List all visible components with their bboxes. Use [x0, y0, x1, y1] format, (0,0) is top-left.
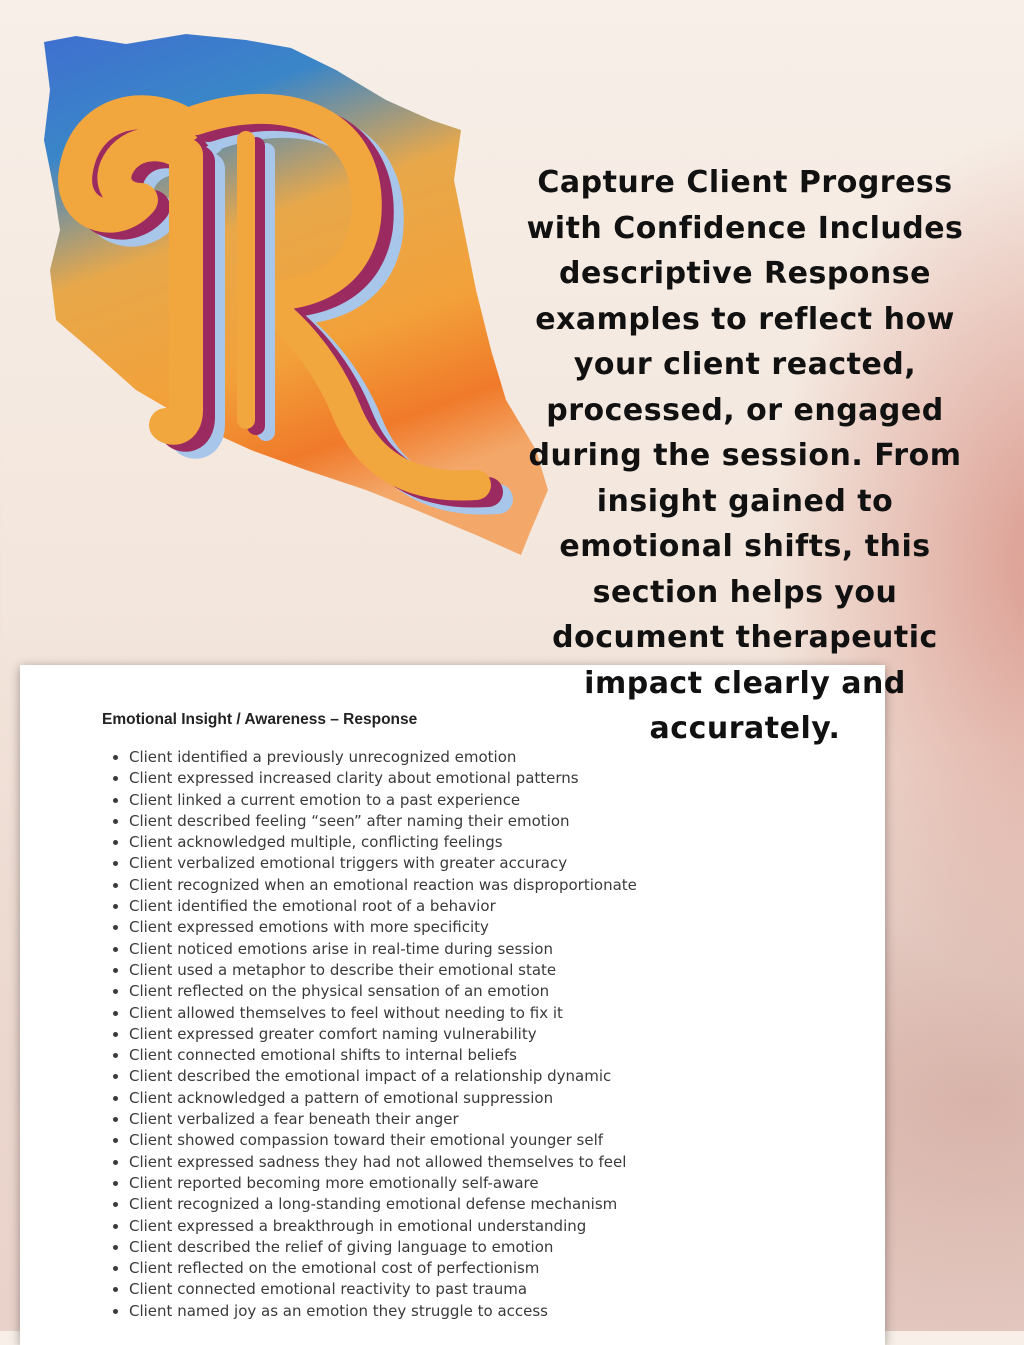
list-item: • Client expressed a breakthrough in emotional understanding: [129, 1216, 637, 1237]
list-item: • Client described the relief of giving language to emotion: [129, 1237, 637, 1258]
list-item: • Client reported becoming more emotionally self-aware: [129, 1173, 637, 1194]
list-item: • Client connected emotional shifts to internal beliefs: [129, 1045, 637, 1066]
list-item: • Client noticed emotions arise in real-time during session: [129, 939, 637, 960]
list-item: • Client described feeling “seen” after naming their emotion: [129, 811, 637, 832]
list-item: • Client acknowledged multiple, conflicting feelings: [129, 832, 637, 853]
list-item: • Client expressed increased clarity about emotional patterns: [129, 768, 637, 789]
list-item: • Client showed compassion toward their emotional younger self: [129, 1130, 637, 1151]
list-item: • Client identified a previously unrecognized emotion: [129, 747, 637, 768]
list-item: • Client linked a current emotion to a past experience: [129, 790, 637, 811]
list-item: • Client expressed greater comfort naming vulnerability: [129, 1024, 637, 1045]
list-item: • Client allowed themselves to feel without needing to fix it: [129, 1003, 637, 1024]
list-item: • Client named joy as an emotion they struggle to access: [129, 1301, 637, 1322]
headline: Capture Client Progress with Confidence Includes descriptive Response examples to reflect how your client reacted, processed, or engaged during the session. From insight gained to emotional shifts, this section helps you document therapeutic impact clearly and accurately.: [526, 165, 964, 746]
list-item: • Client verbalized a fear beneath their anger: [129, 1109, 637, 1130]
response-list: [109, 747, 637, 1322]
list-item: • Client acknowledged a pattern of emotional suppression: [129, 1088, 637, 1109]
list-item: • Client identified the emotional root of a behavior: [129, 896, 637, 917]
list-item: • Client expressed emotions with more specificity: [129, 917, 637, 938]
list-item: • Client used a metaphor to describe their emotional state: [129, 960, 637, 981]
list-item: • Client recognized when an emotional reaction was disproportionate: [129, 875, 637, 896]
logo-r: [36, 30, 556, 570]
list-item: • Client verbalized emotional triggers with greater accuracy: [129, 853, 637, 874]
list-item: • Client reflected on the emotional cost of perfectionism: [129, 1258, 637, 1279]
list-item: • Client recognized a long-standing emotional defense mechanism: [129, 1194, 637, 1215]
list-item: • Client connected emotional reactivity to past trauma: [129, 1279, 637, 1300]
list-item: • Client described the emotional impact of a relationship dynamic: [129, 1066, 637, 1087]
document-title: Emotional Insight / Awareness – Response: [102, 711, 418, 728]
list-item: • Client reflected on the physical sensation of an emotion: [129, 981, 637, 1002]
document-preview: [20, 665, 885, 1345]
list-item: • Client expressed sadness they had not allowed themselves to feel: [129, 1152, 637, 1173]
